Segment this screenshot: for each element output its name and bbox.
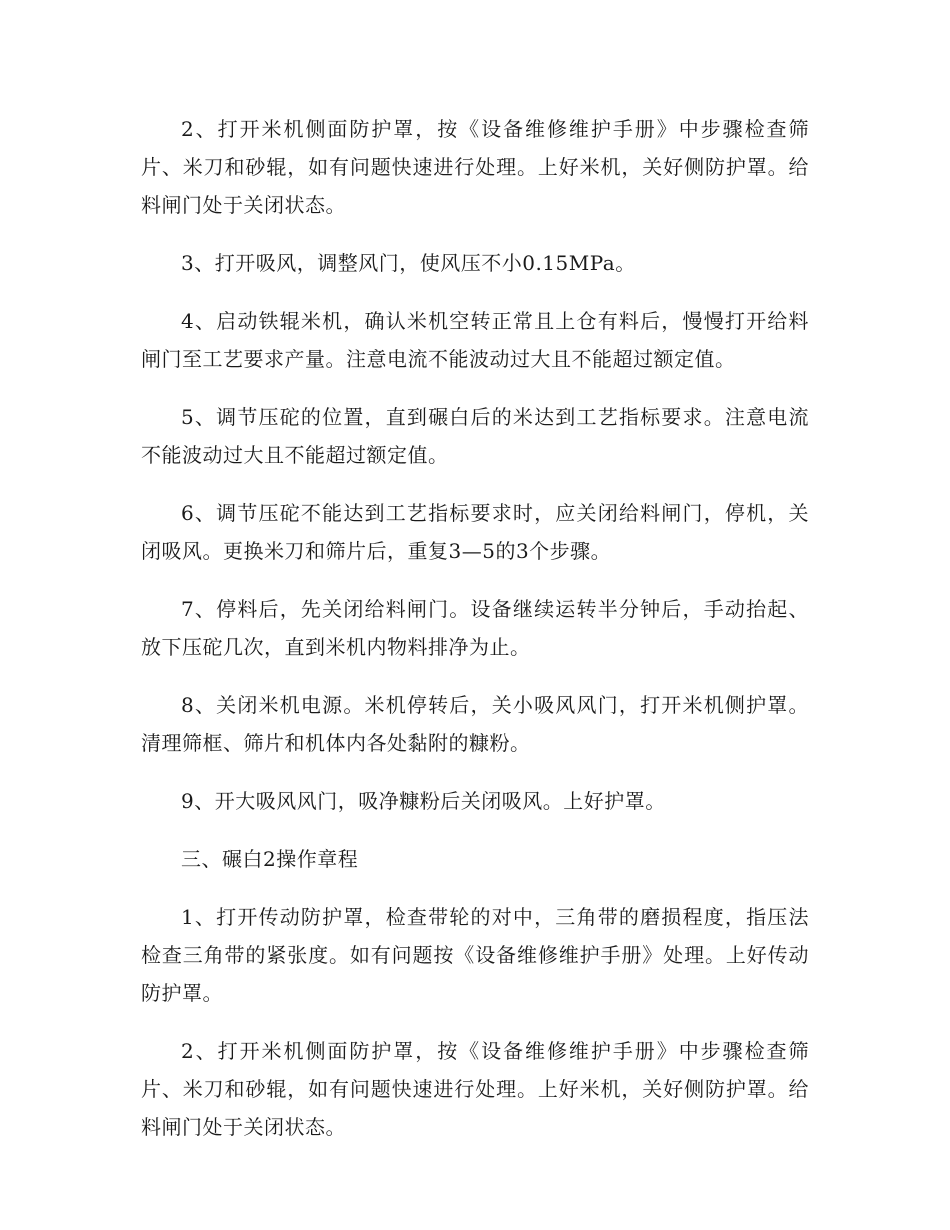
paragraph-step-2: 2、打开米机侧面防护罩，按《设备维修维护手册》中步骤检查筛片、米刀和砂辊，如有问题快速进行处理。上好米机，关好侧防护罩。给料闸门处于关闭状态。 [141,117,809,217]
paragraph-step-2-repeat: 2、打开米机侧面防护罩，按《设备维修维护手册》中步骤检查筛片、米刀和砂辊，如有问题快速进行处理。上好米机，关好侧防护罩。给料闸门处于关闭状态。 [141,1039,809,1139]
paragraph-step-6: 6、调节压砣不能达到工艺指标要求时，应关闭给料闸门，停机，关闭吸风。更换米刀和筛片后，重复3—5的3个步骤。 [141,501,809,563]
paragraph-step-4: 4、启动铁辊米机，确认米机空转正常且上仓有料后，慢慢打开给料闸门至工艺要求产量。注意电流不能波动过大且不能超过额定值。 [141,309,809,371]
document-body [141,110,809,1166]
paragraph-step-1: 1、打开传动防护罩，检查带轮的对中，三角带的磨损程度，指压法检查三角带的紧张度。如有问题按《设备维修维护手册》处理。上好传动防护罩。 [141,905,809,1005]
section-heading: 三、碾白2操作章程 [181,847,359,871]
paragraph-step-8: 8、关闭米机电源。米机停转后，关小吸风风门，打开米机侧护罩。清理筛框、筛片和机体内各处黏附的糠粉。 [141,693,809,755]
paragraph-step-7: 7、停料后，先关闭给料闸门。设备继续运转半分钟后，手动抬起、放下压砣几次，直到米机内物料排净为止。 [141,597,809,659]
paragraph-step-3: 3、打开吸风，调整风门，使风压不小0.15MPa。 [181,251,636,275]
paragraph-step-9: 9、开大吸风风门，吸净糠粉后关闭吸风。上好护罩。 [181,789,666,813]
paragraph-step-5: 5、调节压砣的位置，直到碾白后的米达到工艺指标要求。注意电流不能波动过大且不能超过额定值。 [141,405,809,467]
